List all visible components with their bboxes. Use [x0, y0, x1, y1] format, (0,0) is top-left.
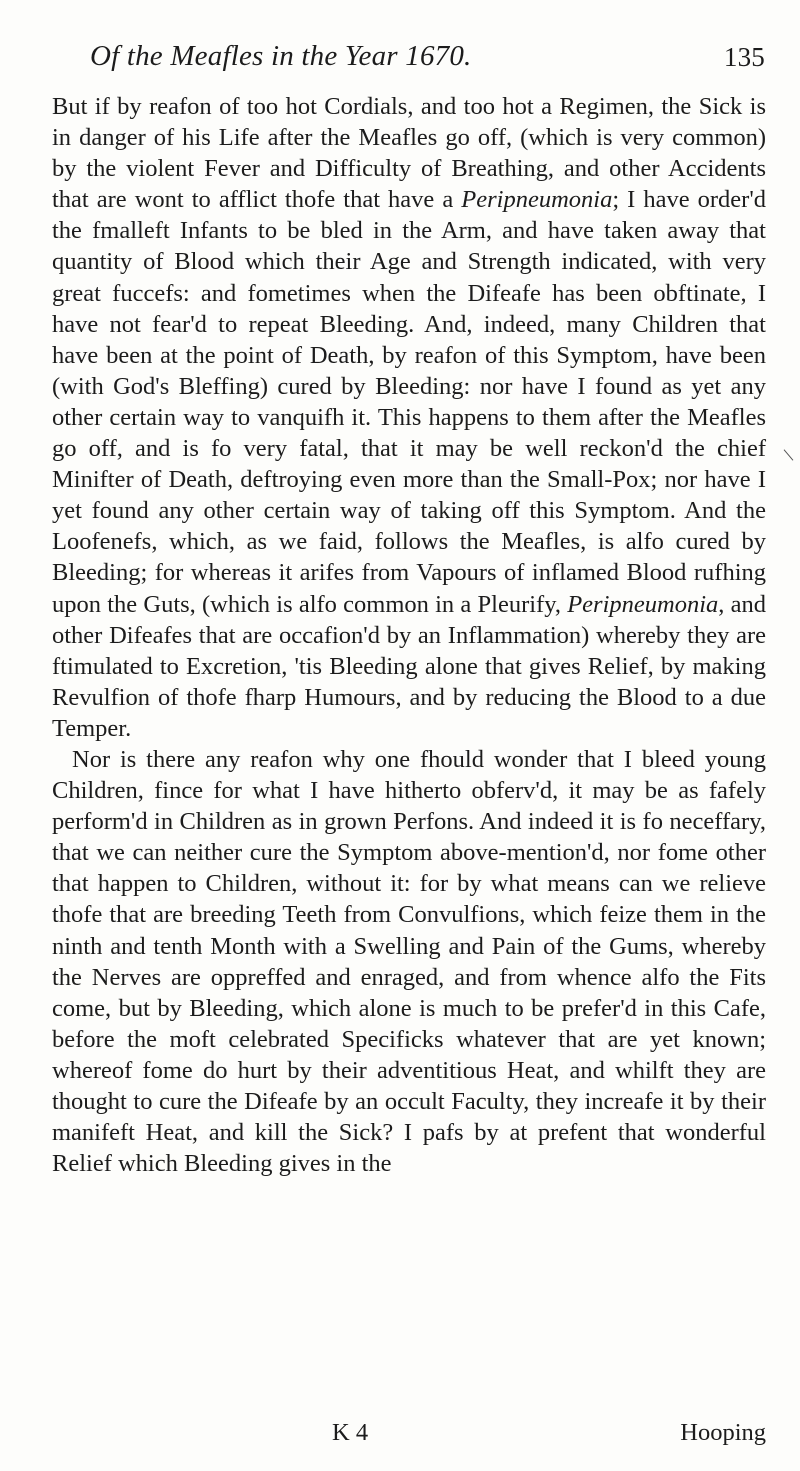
page-number: 135: [723, 42, 765, 72]
italic-term: Peripneumonia: [567, 590, 719, 618]
text-run: , and other Difeafes that are occafion'd by an Inflammation) whereby they are ftimulated to Excretion, 'tis Bleeding alone that gives Relief, by making Revulfion of thofe fharp Humours, and by reducing the Blood to a due Temper.: [52, 590, 766, 742]
paragraph: [52, 91, 766, 744]
text-run: But if by reafon of too hot Cordials, and too hot a Regimen, the Sick is in danger of his Life after the Meafles go off, (which is very common) by the violent Fever and Difficulty of Breathing, and other Accidents that are wont to afflict thofe that have a: [52, 93, 766, 214]
body-text: [52, 91, 766, 1179]
text-run: ; I have order'd the fmalleft Infants to be bled in the Arm, and have taken away that quantity of Blood which their Age and Strength indicated, with very great fuccefs: and fometimes when the Difeafe has been obftinate, I have not fear'd to repeat Bleeding. And, indeed, many Children that have been at the point of Death, by reafon of this Symptom, have been (with God's Bleffing) cured by Bleeding: nor have I found as yet any other certain way to vanquifh it. This happens to them after the Meafles go off, and is fo very fatal, that it may be well reckon'd the chief Minifter of Death, deftroying even more than the Small-Pox; nor have I yet found any other certain way of taking off this Symptom. And the Loofenefs, which, as we faid, follows the Meafles, is alfo cured by Bleeding; for whereas it arifes from Vapours of inflamed Blood rufhing upon the Guts, (which is alfo common in a Pleurify,: [52, 186, 766, 618]
running-head-title: Of the Meafles in the Year 1670.: [90, 40, 472, 72]
running-head: [90, 40, 765, 82]
catchword: Hooping: [680, 1419, 766, 1446]
italic-term: Peripneumonia: [461, 186, 613, 214]
text-run: Nor is there any reafon why one fhould wonder that I bleed young Children, fince for what I have hitherto obferv'd, it may be as fafely perform'd in Children as in grown Perfons. And indeed it is fo neceffary, that we can neither cure the Symptom above-mention'd, nor fome other that happen to Children, without it: for by what means can we relieve thofe that are breeding Teeth from Convulfions, which feize them in the ninth and tenth Month with a Swelling and Pain of the Gums, whereby the Nerves are oppreffed and enraged, and from whence alfo the Fits come, but by Bleeding, which alone is much to be prefer'd in this Cafe, before the moft celebrated Specificks whatever that are yet known; whereof fome do hurt by their adventitious Heat, and whilft they are thought to cure the Difeafe by an occult Faculty, they increafe it by their manifeft Heat, and kill the Sick? I pafs by at prefent that wonderful Relief which Bleeding gives in the: [52, 745, 766, 1178]
stray-margin-mark: [784, 449, 794, 460]
paragraph: [52, 744, 766, 1179]
signature-mark: K 4: [332, 1419, 369, 1446]
page-footer: [52, 1419, 766, 1451]
